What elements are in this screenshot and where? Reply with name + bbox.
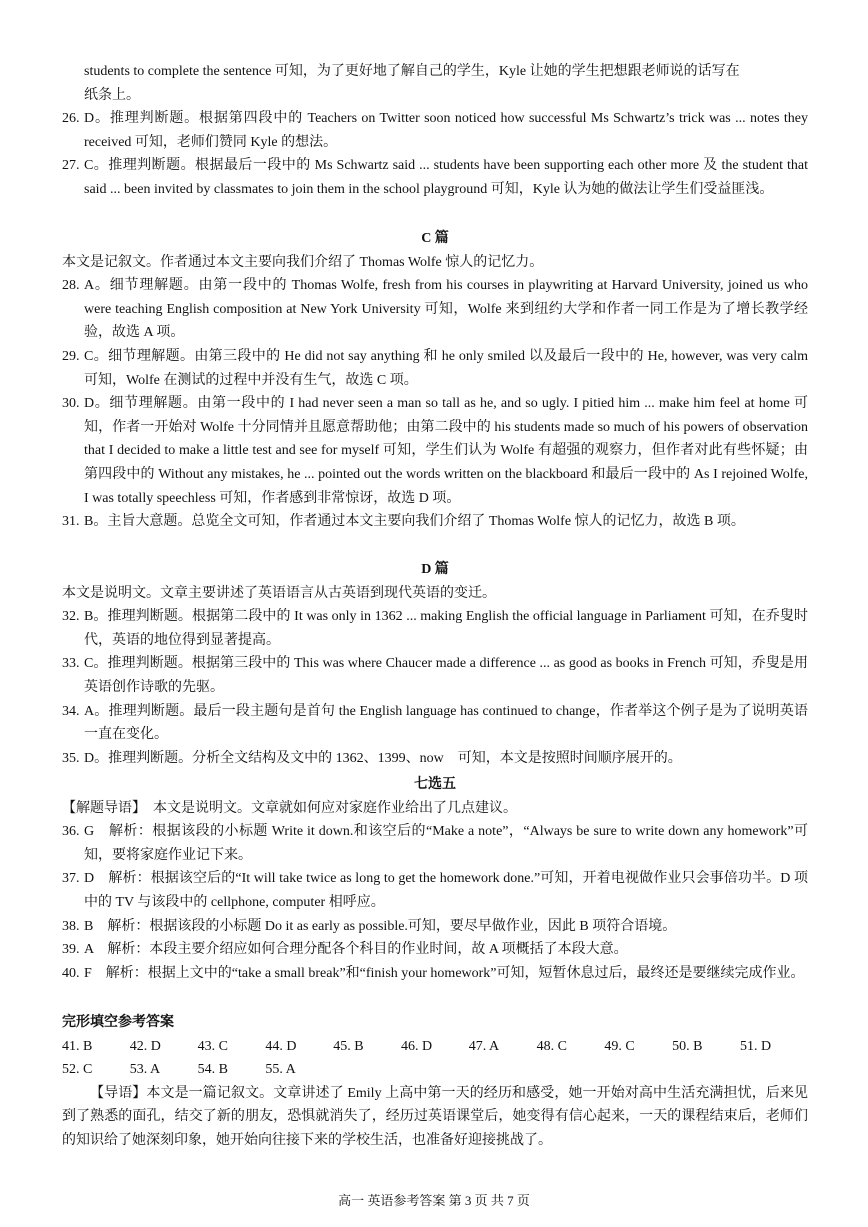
section-c-title: C 篇 — [421, 231, 449, 246]
cloze-title: 完形填空参考答案 — [62, 1015, 174, 1030]
cloze-answer: 45. B — [333, 1038, 364, 1054]
cloze-answer: 48. C — [536, 1038, 567, 1054]
continuation-line-1: students to complete the sentence 可知，为了更好地了解自己的学生，Kyle 让她的学生把想跟老师说的话写在 — [84, 64, 740, 79]
seven-five-section — [62, 773, 808, 985]
answer-item-26: 26. D。推理判断题。根据第四段中的 Teachers on Twitter soon noticed how successful Ms Schwartz’s trick was ... notes they received 可知，老师们赞同 Kyle 的想法。 — [62, 111, 808, 150]
cloze-section — [62, 1011, 808, 1153]
answer-item-33: 33. C。推理判断题。根据第三段中的 This was where Chaucer made a difference ... as good as books in French 可知，乔叟是用英语创作诗歌的先驱。 — [62, 656, 808, 695]
section-c — [62, 227, 808, 534]
answer-item-38: 38. B 解析：根据该段的小标题 Do it as early as possible.可知，要尽早做作业，因此 B 项符合语境。 — [62, 918, 677, 934]
section-d-intro: 本文是说明文。文章主要讲述了英语语言从古英语到现代英语的变迁。 — [62, 585, 496, 601]
cloze-answer: 51. D — [739, 1038, 772, 1054]
answer-item-32: 32. B。推理判断题。根据第二段中的 It was only in 1362 ... making English the official language in Parliament 可知，在乔叟时代，英语的地位得到显著提高。 — [62, 609, 808, 648]
cloze-answer: 54. B — [197, 1062, 228, 1078]
cloze-answer: 52. C — [62, 1062, 93, 1078]
answer-item-27: 27. C。推理判断题。根据最后一段中的 Ms Schwartz said ... students have been supporting each other more 及 the student that said ... been invited by classmates to join them in the school playground 可知，Kyle 认为她的做法让学生们受益匪浅。 — [62, 158, 808, 197]
answer-item-30: 30. D。细节理解题。由第一段中的 I had never seen a man so tall as he, and so ugly. I pitied him ... make him feel at home 可知，作者一开始对 Wolfe 十分同情并且愿意帮助他；由第二段中的 his students made so much of his powers of observation that I decided to make a little test and see for myself 可知，学生们认为 Wolfe 有超强的观察力，但作者对此有些怀疑；由第四段中的 Without any mistakes, he ... pointed out the words written on the blackboard 和最后一段中的 As I rejoined Wolfe, I was totally speechless 可知，作者感到非常惊讶，故选 D 项。 — [62, 396, 808, 506]
continuation-line-2: 纸条上。 — [84, 87, 140, 103]
section-d-title: D 篇 — [421, 562, 449, 577]
cloze-answer-list — [62, 1035, 808, 1082]
seven-five-guide: 【解题导语】 本文是说明文。文章就如何应对家庭作业给出了几点建议。 — [62, 800, 517, 816]
cloze-answer: 42. D — [129, 1038, 161, 1054]
answer-item-29: 29. C。细节理解题。由第三段中的 He did not say anything 和 he only smiled 以及最后一段中的 He, however, was very calm 可知，Wolfe 在测试的过程中并没有生气，故选 C 项。 — [62, 348, 808, 388]
answer-item-40: 40. F 解析：根据上文中的“take a small break”和“finish your homework”可知，短暂休息过后，最终还是要继续完成作业。 — [62, 965, 805, 981]
cloze-answer: 47. A — [468, 1038, 500, 1054]
cloze-guide: 【导语】本文是一篇记叙文。文章讲述了 Emily 上高中第一天的经历和感受，她一开始对高中生活充满担忧，后来见到了熟悉的面孔，结交了新的朋友，恐惧就消失了，经历过英语课堂后，她变得有信心起来，一天的课程结束后，老师们的知识给了她深刻印象，她开始向往接下来的学校生活，也准备好迎接挑战了。 — [62, 1085, 808, 1148]
cloze-answer: 49. C — [604, 1038, 635, 1054]
answer-item-36: 36. G 解析：根据该段的小标题 Write it down.和该空后的“Make a note”，“Always be sure to write down any homework”可知，要将家庭作业记下来。 — [62, 824, 808, 863]
answer-item-28: 28. A。细节理解题。由第一段中的 Thomas Wolfe, fresh from his courses in playwriting at Harvard University, joined us who were teaching English composition at New York University 可知，Wolfe 来到纽约大学和作者一同工作是为了增长教学经验，故选 A 项。 — [62, 278, 808, 341]
cloze-answer: 46. D — [400, 1038, 433, 1054]
section-c-intro: 本文是记叙文。作者通过本文主要向我们介绍了 Thomas Wolfe 惊人的记忆力。 — [62, 254, 544, 270]
cloze-answer: 55. A — [265, 1062, 296, 1078]
answer-item-35: 35. D。推理判断题。分析全文结构及文中的 1362、1399、now 可知，本文是按照时间顺序展开的。 — [62, 750, 682, 766]
cloze-answer: 50. B — [672, 1038, 703, 1054]
cloze-answer: 43. C — [197, 1038, 228, 1054]
section-d — [62, 558, 808, 770]
cloze-answer: 53. A — [129, 1062, 161, 1078]
answer-item-34: 34. A。推理判断题。最后一段主题句是首句 the English language has continued to change，作者举这个例子是为了说明英语一直在变化。 — [62, 703, 808, 743]
answer-item-37: 37. D 解析：根据该空后的“It will take twice as long to get the homework done.”可知，开着电视做作业只会事倍功半。D 项中的 TV 与该段中的 cellphone, computer 相呼应。 — [62, 871, 808, 910]
answer-item-39: 39. A 解析：本段主要介绍应如何合理分配各个科目的作业时间，故 A 项概括了本段大意。 — [62, 942, 628, 958]
section-b-continuation — [62, 60, 808, 202]
cloze-answer: 44. D — [265, 1038, 297, 1054]
seven-five-title: 七选五 — [414, 777, 456, 792]
page-footer: 高一 英语参考答案 第 3 页 共 7 页 — [338, 1193, 530, 1208]
answer-item-31: 31. B。主旨大意题。总览全文可知，作者通过本文主要向我们介绍了 Thomas Wolfe 惊人的记忆力，故选 B 项。 — [62, 514, 745, 530]
cloze-answer: 41. B — [62, 1038, 93, 1054]
